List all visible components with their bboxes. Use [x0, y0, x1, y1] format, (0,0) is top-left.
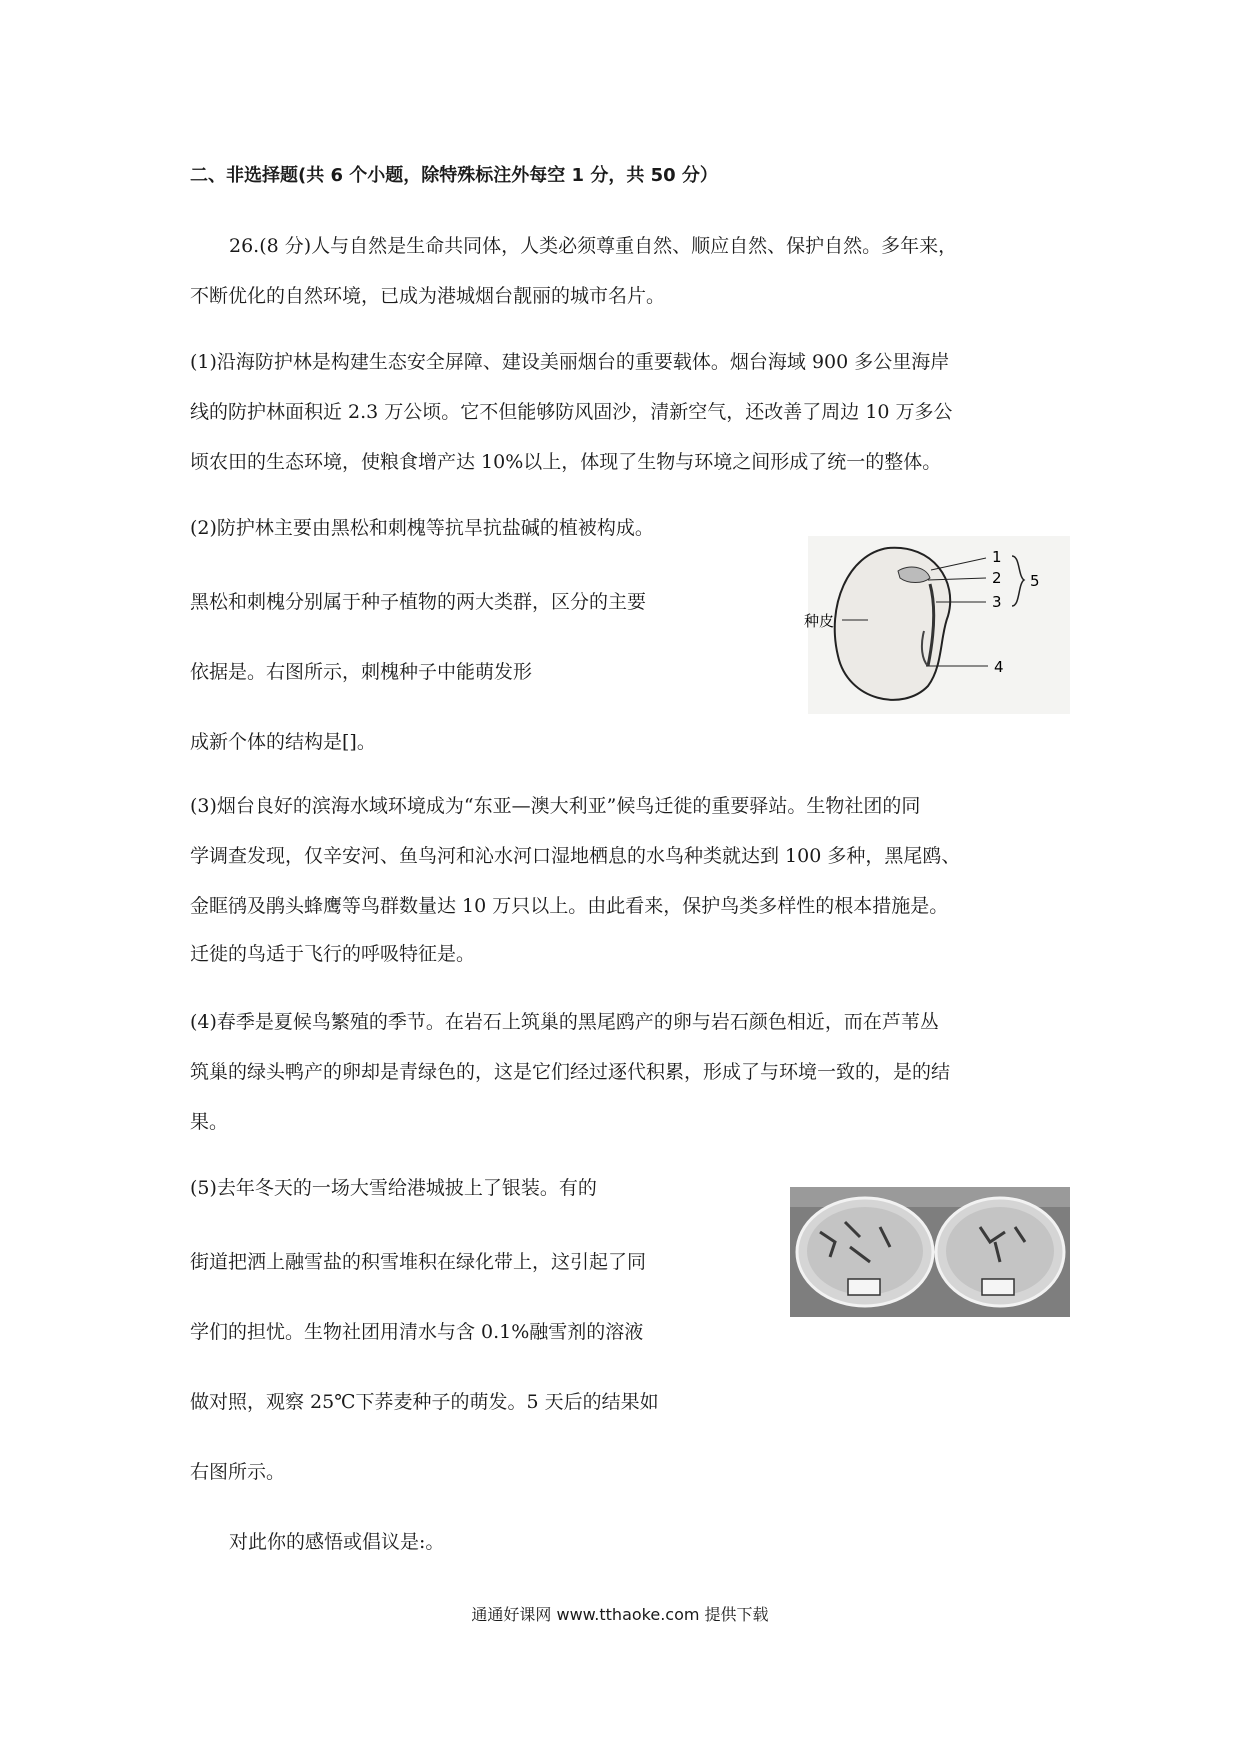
q26-intro-line-1: 26.(8 分)人与自然是生命共同体，人类必须尊重自然、顺应自然、保护自然。多年来，: [229, 235, 958, 257]
q26-intro-line-2: 不断优化的自然环境，已成为港城烟台靓丽的城市名片。: [190, 285, 666, 307]
q26-p5-line-1: (5)去年冬天的一场大雪给港城披上了银装。有的: [190, 1177, 597, 1199]
label-4: 4: [994, 658, 1004, 676]
q26-p1-line-3: 顷农田的生态环境，使粮食增产达 10%以上，体现了生物与环境之间形成了统一的整体。: [190, 451, 942, 473]
q26-p4-line-2: 筑巢的绿头鸭产的卵却是青绿色的，这是它们经过逐代积累，形成了与环境一致的，是的结: [190, 1061, 951, 1083]
q26-p2-line-3: 依据是。右图所示，刺槐种子中能萌发形: [190, 661, 533, 683]
q26-p1-line-1: (1)沿海防护林是构建生态安全屏障、建设美丽烟台的重要载体。烟台海域 900 多公里海岸: [190, 351, 950, 373]
q26-p4-line-3: 果。: [190, 1111, 229, 1133]
label-1: 1: [992, 548, 1002, 566]
q26-p3-line-2: 学调查发现，仅辛安河、鱼鸟河和沁水河口湿地栖息的水鸟种类就达到 100 多种，黑尾鸥、: [190, 845, 961, 867]
petri-dish-photo: [790, 1187, 1070, 1317]
q26-p2-line-2: 黑松和刺槐分别属于种子植物的两大类群，区分的主要: [190, 591, 647, 613]
q26-p3-line-1: (3)烟台良好的滨海水域环境成为“东亚—澳大利亚”候鸟迁徙的重要驿站。生物社团的同: [190, 795, 921, 817]
q26-p6-line: 对此你的感悟或倡议是:。: [229, 1531, 445, 1553]
label-2: 2: [992, 569, 1002, 587]
q26-p2-line-4: 成新个体的结构是[]。: [190, 731, 376, 753]
q26-p4-line-1: (4)春季是夏候鸟繁殖的季节。在岩石上筑巢的黑尾鸥产的卵与岩石颜色相近，而在芦苇丛: [190, 1011, 939, 1033]
q26-p5-line-5: 右图所示。: [190, 1461, 286, 1483]
label-seed-coat: 种皮: [804, 612, 835, 630]
seed-diagram: [804, 536, 1070, 714]
page-footer: 通通好课网 www.tthaoke.com 提供下载: [471, 1605, 769, 1624]
q26-p3-line-4: 迁徙的鸟适于飞行的呼吸特征是。: [190, 943, 476, 965]
label-5: 5: [1030, 572, 1040, 590]
q26-p1-line-2: 线的防护林面积近 2.3 万公顷。它不但能够防风固沙，清新空气，还改善了周边 10 万多公: [190, 401, 953, 423]
section-heading: 二、非选择题(共 6 个小题，除特殊标注外每空 1 分，共 50 分）: [190, 165, 718, 186]
q26-p2-line-1: (2)防护林主要由黑松和刺槐等抗旱抗盐碱的植被构成。: [190, 517, 654, 539]
label-3: 3: [992, 593, 1002, 611]
q26-p3-line-3: 金眶鸻及鹃头蜂鹰等鸟群数量达 10 万只以上。由此看来，保护鸟类多样性的根本措施是。: [190, 895, 949, 917]
q26-p5-line-2: 街道把洒上融雪盐的积雪堆积在绿化带上，这引起了同: [190, 1251, 647, 1273]
q26-p5-line-3: 学们的担忧。生物社团用清水与含 0.1%融雪剂的溶液: [190, 1321, 644, 1343]
q26-p5-line-4: 做对照，观察 25℃下荞麦种子的萌发。5 天后的结果如: [190, 1391, 659, 1413]
